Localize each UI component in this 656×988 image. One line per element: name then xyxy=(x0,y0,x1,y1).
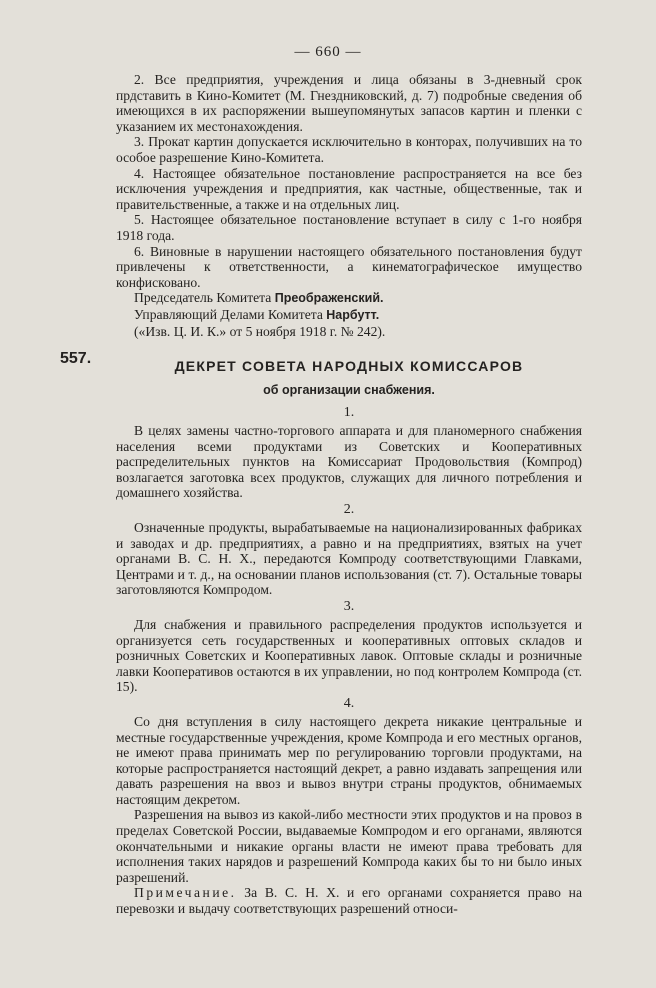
manager-prefix: Управляющий Делами Комитета xyxy=(134,306,323,322)
paragraph: В целях замены частно-торгового аппарата и для планомерного снабжения населения всеми продуктами из Советских и Кооперативных распределительных пунктов на Комиссариат Продовольствия (Компрод) возлагается заготовка всех продуктов, служащих для личного потребления и домашнего хозяйства. xyxy=(116,423,582,501)
decree-subtitle: об организации снабжения. xyxy=(263,383,435,397)
chairman-name: Преображенский. xyxy=(274,291,384,306)
section-number: 2. xyxy=(343,501,355,517)
chairman-signature xyxy=(116,290,582,307)
decree-title: ДЕКРЕТ СОВЕТА НАРОДНЫХ КОМИССАРОВ xyxy=(174,358,524,374)
section-number: 3. xyxy=(343,598,355,614)
source-citation: («Изв. Ц. И. К.» от 5 ноября 1918 г. № 242). xyxy=(134,323,386,339)
paragraph: Со дня вступления в силу настоящего декрета никакие центральные и местные государственные учреждения, кроме Компрода и его местных органов, не имеют права принимать мер по регулированию торговли продуктами, на которые распространяется настоящий декрет, а равно издавать запрещения или давать разрешения на ввоз и вывоз внутри страны продуктов, обнимаемых настоящим декретом. xyxy=(116,713,582,807)
paragraph: 4. Настоящее обязательное постановление распространяется на все без исключения учреждения и предприятия, как частные, общественные, так и правительственные, а также и на отдельных лиц. xyxy=(116,165,582,212)
paragraph: 6. Виновные в нарушении настоящего обязательного постановления будут привлечены к ответственности, а кинематографическое имущество конфисковано. xyxy=(116,243,582,290)
paragraph: Разрешения на вывоз из какой-либо местности этих продуктов и на провоз в пределах Советской России, выдаваемые Компродом и его органами, являются окончательными и никакие органы власти не имеют права требовать для исполнения таких нарядов и разрешений Компрода каких бы то ни было иных разрешений. xyxy=(116,807,582,885)
page-number: — 660 — xyxy=(294,44,362,60)
decree-number: 557. xyxy=(60,350,92,367)
note-text: За В. С. Н. Х. и его органами сохраняется право на перевозки и выдачу соответствующих разрешений относи- xyxy=(116,885,582,917)
section-number: 4. xyxy=(343,695,355,711)
decree-body xyxy=(116,404,582,917)
paragraph: 3. Прокат картин допускается исключительно в конторах, получивших на то особое разрешение Кино-Комитета. xyxy=(116,134,582,165)
paragraph: 5. Настоящее обязательное постановление вступает в силу с 1-го ноября 1918 года. xyxy=(116,212,582,243)
chairman-prefix: Председатель Комитета xyxy=(134,290,272,306)
section-number: 1. xyxy=(343,405,355,420)
manager-name: Нарбутт. xyxy=(326,307,380,322)
previous-decree-continuation xyxy=(116,72,582,339)
paragraph: 2. Все предприятия, учреждения и лица обязаны в 3-дневный срок прдставить в Кино-Комитет (М. Гнездниковский, д. 7) подробные сведения об имеющихся в их распоряжении вышеупомянутых запасов картин и пленки с указанием их местонахождения. xyxy=(116,72,582,134)
manager-signature xyxy=(116,307,582,324)
note-paragraph xyxy=(116,885,582,916)
paragraph: Означенные продукты, вырабатываемые на национализированных фабриках и заводах и др. предприятиях, а равно и на предприятиях, взятых на учет органами В. С. Н. Х., передаются Компроду соответствующими Главками, Центрами и т. д., на основании планов использования (ст. 7). Остальные товары заготовляются Компродом. xyxy=(116,519,582,598)
paragraph: Для снабжения и правильного распределения продуктов используется и организуется сеть государственных и кооперативных оптовых складов и розничных Советских и Кооперативных лавок. Оптовые склады и розничные лавки Кооперативов остаются в их управлении, но под контролем Компрода (ст. 15). xyxy=(116,616,582,695)
note-label: Примечание. xyxy=(134,885,237,901)
